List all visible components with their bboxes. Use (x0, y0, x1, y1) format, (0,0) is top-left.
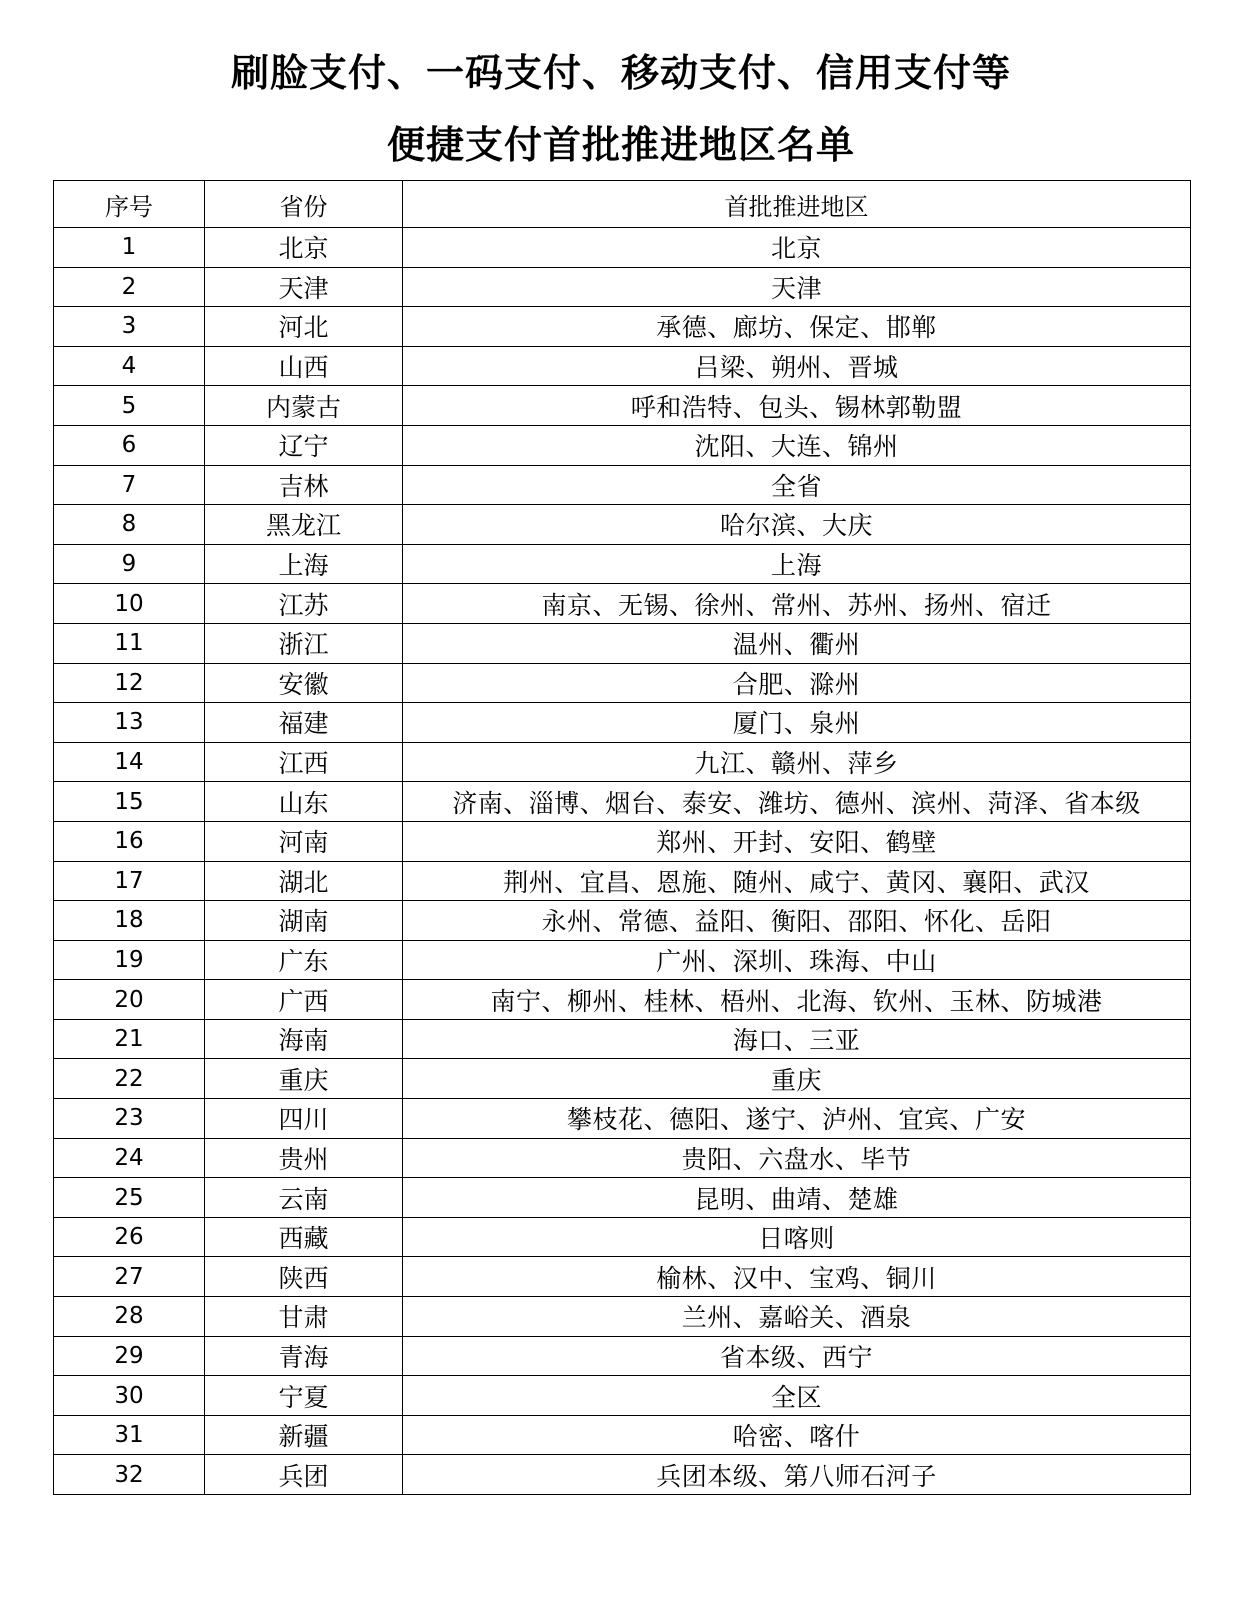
row-province: 河北 (205, 307, 403, 347)
row-province: 海南 (205, 1019, 403, 1059)
row-province: 湖北 (205, 861, 403, 901)
row-province: 西藏 (205, 1217, 403, 1257)
table-row (54, 584, 1191, 624)
row-index: 3 (54, 307, 205, 347)
table-row (54, 861, 1191, 901)
row-index: 7 (54, 465, 205, 505)
row-index: 15 (54, 782, 205, 822)
table-row (54, 1217, 1191, 1257)
row-regions: 海口、三亚 (403, 1019, 1191, 1059)
row-regions: 南宁、柳州、桂林、梧州、北海、钦州、玉林、防城港 (403, 980, 1191, 1020)
row-province: 青海 (205, 1336, 403, 1376)
table-row (54, 544, 1191, 584)
table-row (54, 267, 1191, 307)
row-regions: 呼和浩特、包头、锡林郭勒盟 (403, 386, 1191, 426)
row-regions: 温州、衢州 (403, 623, 1191, 663)
table-row (54, 465, 1191, 505)
row-province: 新疆 (205, 1415, 403, 1455)
row-index: 32 (54, 1455, 205, 1495)
row-index: 23 (54, 1099, 205, 1139)
row-regions: 天津 (403, 267, 1191, 307)
row-regions: 攀枝花、德阳、遂宁、泸州、宜宾、广安 (403, 1099, 1191, 1139)
table-row (54, 505, 1191, 545)
table-row (54, 1376, 1191, 1416)
row-index: 26 (54, 1217, 205, 1257)
table-row (54, 821, 1191, 861)
row-index: 13 (54, 703, 205, 743)
table-row (54, 307, 1191, 347)
row-regions: 全区 (403, 1376, 1191, 1416)
row-regions: 兰州、嘉峪关、酒泉 (403, 1297, 1191, 1337)
row-province: 江西 (205, 742, 403, 782)
row-regions: 承德、廊坊、保定、邯郸 (403, 307, 1191, 347)
row-regions: 省本级、西宁 (403, 1336, 1191, 1376)
row-index: 21 (54, 1019, 205, 1059)
table-row (54, 346, 1191, 386)
table-row (54, 1059, 1191, 1099)
row-index: 9 (54, 544, 205, 584)
row-regions: 兵团本级、第八师石河子 (403, 1455, 1191, 1495)
row-province: 甘肃 (205, 1297, 403, 1337)
row-regions: 厦门、泉州 (403, 703, 1191, 743)
row-province: 云南 (205, 1178, 403, 1218)
row-regions: 郑州、开封、安阳、鹤壁 (403, 821, 1191, 861)
row-province: 广西 (205, 980, 403, 1020)
row-regions: 荆州、宜昌、恩施、随州、咸宁、黄冈、襄阳、武汉 (403, 861, 1191, 901)
row-regions: 榆林、汉中、宝鸡、铜川 (403, 1257, 1191, 1297)
row-index: 31 (54, 1415, 205, 1455)
row-index: 12 (54, 663, 205, 703)
row-regions: 重庆 (403, 1059, 1191, 1099)
row-index: 27 (54, 1257, 205, 1297)
row-index: 19 (54, 940, 205, 980)
row-province: 天津 (205, 267, 403, 307)
row-province: 兵团 (205, 1455, 403, 1495)
document-title-line1: 刷脸支付、一码支付、移动支付、信用支付等 (230, 50, 1011, 95)
table-row (54, 1336, 1191, 1376)
row-province: 陕西 (205, 1257, 403, 1297)
row-province: 湖南 (205, 901, 403, 941)
row-province: 四川 (205, 1099, 403, 1139)
row-province: 广东 (205, 940, 403, 980)
table-row (54, 1455, 1191, 1495)
header-index: 序号 (54, 181, 205, 228)
row-province: 宁夏 (205, 1376, 403, 1416)
row-province: 吉林 (205, 465, 403, 505)
row-regions: 哈密、喀什 (403, 1415, 1191, 1455)
table-row (54, 663, 1191, 703)
row-index: 30 (54, 1376, 205, 1416)
row-index: 28 (54, 1297, 205, 1337)
row-province: 上海 (205, 544, 403, 584)
row-regions: 合肥、滁州 (403, 663, 1191, 703)
table-row (54, 425, 1191, 465)
row-index: 5 (54, 386, 205, 426)
row-index: 14 (54, 742, 205, 782)
row-index: 6 (54, 425, 205, 465)
row-regions: 沈阳、大连、锦州 (403, 425, 1191, 465)
row-province: 北京 (205, 228, 403, 268)
table-row (54, 1099, 1191, 1139)
row-province: 内蒙古 (205, 386, 403, 426)
row-province: 黑龙江 (205, 505, 403, 545)
row-regions: 哈尔滨、大庆 (403, 505, 1191, 545)
row-index: 1 (54, 228, 205, 268)
table-row (54, 228, 1191, 268)
row-regions: 广州、深圳、珠海、中山 (403, 940, 1191, 980)
row-province: 福建 (205, 703, 403, 743)
header-province: 省份 (205, 181, 403, 228)
row-province: 河南 (205, 821, 403, 861)
row-regions: 上海 (403, 544, 1191, 584)
table-row (54, 1138, 1191, 1178)
row-index: 4 (54, 346, 205, 386)
row-province: 贵州 (205, 1138, 403, 1178)
table-header-row (54, 181, 1191, 228)
row-regions: 九江、赣州、萍乡 (403, 742, 1191, 782)
row-index: 18 (54, 901, 205, 941)
row-index: 25 (54, 1178, 205, 1218)
row-index: 17 (54, 861, 205, 901)
table-row (54, 782, 1191, 822)
table-row (54, 980, 1191, 1020)
row-province: 安徽 (205, 663, 403, 703)
table-row (54, 623, 1191, 663)
row-index: 16 (54, 821, 205, 861)
region-list-table (53, 180, 1191, 1495)
document-title-line2: 便捷支付首批推进地区名单 (386, 122, 855, 167)
row-index: 2 (54, 267, 205, 307)
row-regions: 全省 (403, 465, 1191, 505)
row-regions: 南京、无锡、徐州、常州、苏州、扬州、宿迁 (403, 584, 1191, 624)
row-regions: 吕梁、朔州、晋城 (403, 346, 1191, 386)
row-index: 10 (54, 584, 205, 624)
table-row (54, 901, 1191, 941)
row-province: 山西 (205, 346, 403, 386)
table-row (54, 386, 1191, 426)
row-province: 江苏 (205, 584, 403, 624)
row-index: 11 (54, 623, 205, 663)
row-regions: 济南、淄博、烟台、泰安、潍坊、德州、滨州、菏泽、省本级 (403, 782, 1191, 822)
row-regions: 北京 (403, 228, 1191, 268)
table-row (54, 1257, 1191, 1297)
table-row (54, 1297, 1191, 1337)
row-index: 22 (54, 1059, 205, 1099)
row-index: 8 (54, 505, 205, 545)
row-regions: 日喀则 (403, 1217, 1191, 1257)
row-province: 重庆 (205, 1059, 403, 1099)
table-row (54, 703, 1191, 743)
row-province: 辽宁 (205, 425, 403, 465)
row-regions: 昆明、曲靖、楚雄 (403, 1178, 1191, 1218)
header-regions: 首批推进地区 (403, 181, 1191, 228)
table-row (54, 940, 1191, 980)
row-index: 24 (54, 1138, 205, 1178)
table-row (54, 1415, 1191, 1455)
table-row (54, 1178, 1191, 1218)
table-row (54, 742, 1191, 782)
row-regions: 贵阳、六盘水、毕节 (403, 1138, 1191, 1178)
row-province: 山东 (205, 782, 403, 822)
row-index: 29 (54, 1336, 205, 1376)
table-body (54, 228, 1191, 1495)
table-row (54, 1019, 1191, 1059)
row-province: 浙江 (205, 623, 403, 663)
row-index: 20 (54, 980, 205, 1020)
row-regions: 永州、常德、益阳、衡阳、邵阳、怀化、岳阳 (403, 901, 1191, 941)
